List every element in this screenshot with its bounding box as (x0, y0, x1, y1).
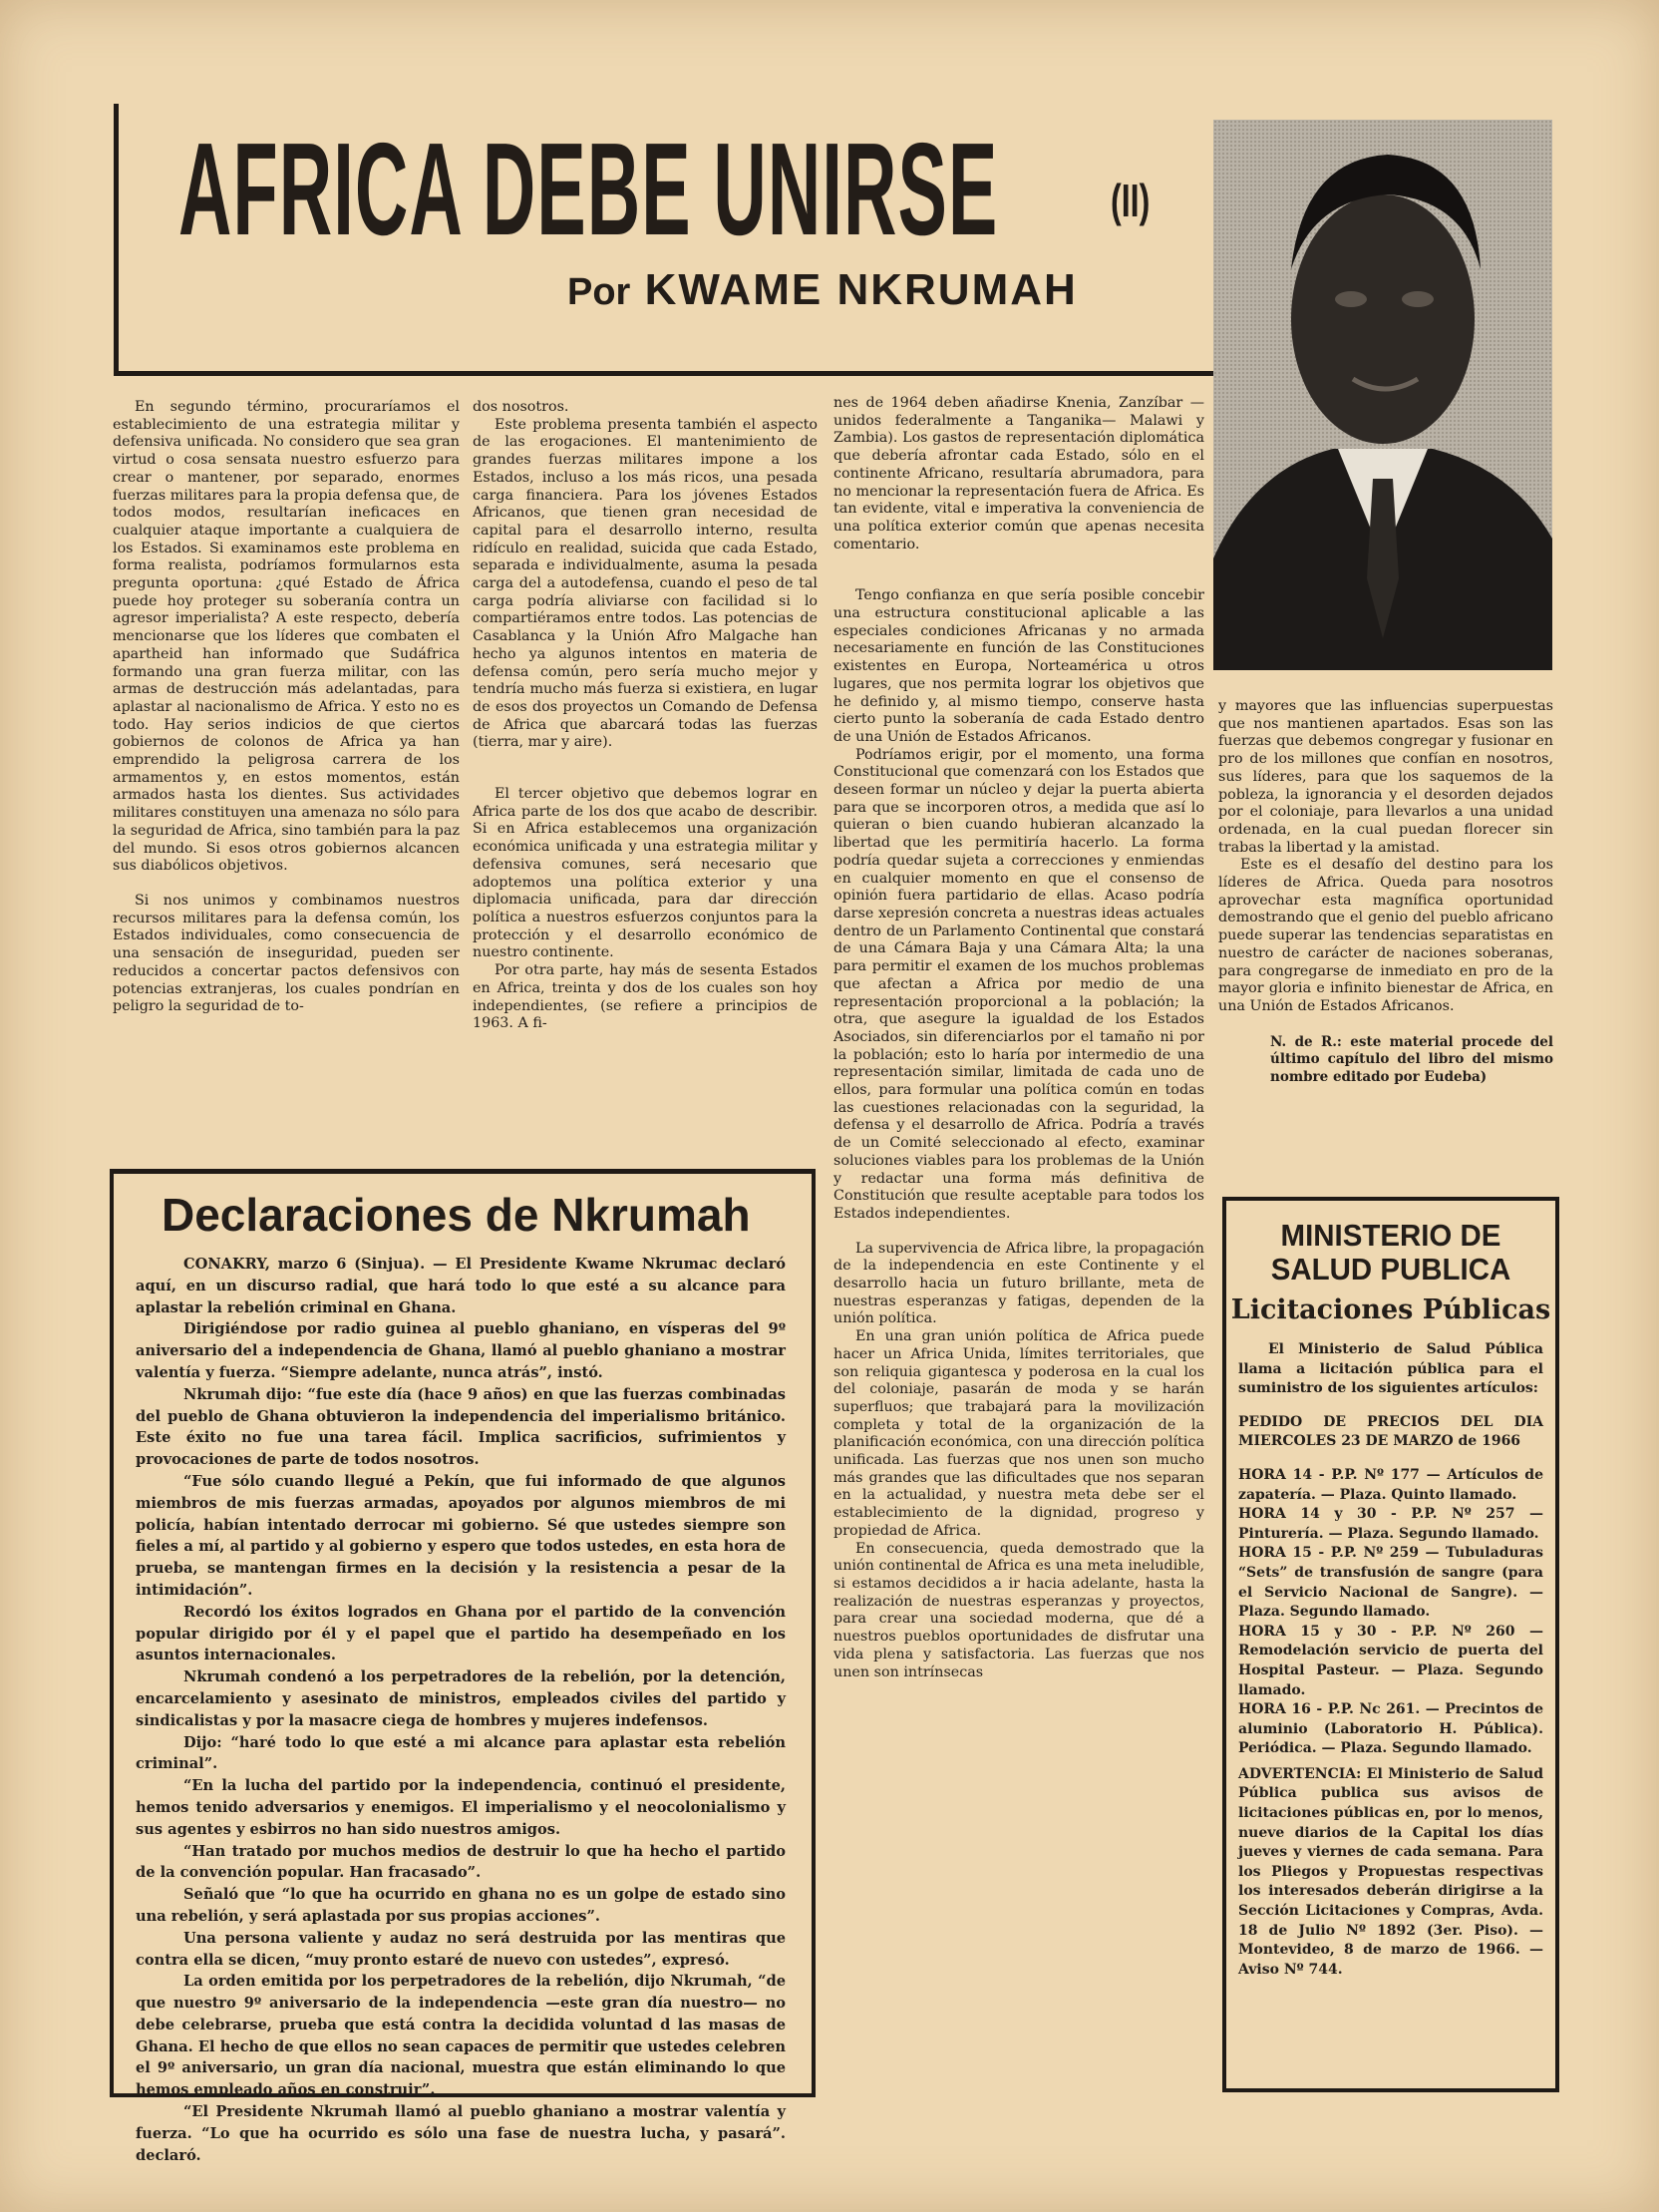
article-paragraph: Este es el desafío del destino para los líderes de Africa. Queda para nosotros aprovechar esta magnífica oportunidad demostrando que el genio del pueblo africano puede superar las tendencias separatistas en nuestro de carácter de naciones soberanas, para congregarse de inmediato en pro de la mayor gloria e infinito bienestar de Africa, en una Unión de Estados Africanos. (1218, 857, 1553, 1014)
ministerio-item: HORA 14 - P.P. Nº 177 — Artículos de zapatería. — Plaza. Quinto llamado. (1238, 1466, 1543, 1503)
headline-title: AFRICA DEBE UNIRSE (178, 116, 999, 262)
article-column-1 (113, 399, 460, 1162)
article-paragraph: y mayores que las influencias superpuestas que nos mantienen apartados. Esas son las fuerzas que debemos congregar y fusionar en pro de los millones que confían en nosotros, sus líderes, para que los saquemos de la pobleza, la ignorancia y el desorden dejados por el coloniaje, para llevarlos a una unidad ordenada, en la cual puedan florecer sin trabas la libertad y la amistad. (1218, 698, 1553, 856)
article-paragraph: En una gran unión política de Africa puede hacer un Africa Unida, límites territoriales, que son reliquia gigantesca y poderosa en la cual los del coloniaje, pasarán de moda y se harán superfluos; que trabajará para la movilización completa y total de la organización de la planificación económica, con una dirección política unificada. Las fuerzas que nos unen son mucho más grandes que las dificultades que nos separan en la actualidad, y nuestra meta debe ser el establecimiento de la dignidad, progreso y propiedad de Africa. (833, 1328, 1204, 1539)
ministerio-title (1234, 1219, 1547, 1287)
ministerio-title-line: MINISTERIO DE (1280, 1218, 1501, 1253)
ministerio-body (1238, 1340, 1543, 1980)
ministerio-item: HORA 14 y 30 - P.P. Nº 257 — Pinturería. — Plaza. Segundo llamado. (1238, 1506, 1543, 1542)
declaraciones-paragraph: Señaló que “lo que ha ocurrido en ghana no es un golpe de estado sino una rebelión, y será aplastada por sus propias acciones”. (136, 1886, 786, 1925)
headline-box (114, 104, 1215, 376)
ministerio-subtitle: Licitaciones Públicas (1230, 1294, 1551, 1325)
article-paragraph: dos nosotros. (473, 399, 569, 415)
article-paragraph: La supervivencia de Africa libre, la propagación de la independencia en este Continente y el desarrollo hacia un futuro brillante, meta de nuestras esperanzas y fatigas, dependen de la unión política. (833, 1240, 1204, 1327)
declaraciones-body (136, 1254, 786, 2166)
declaraciones-paragraph: Nkrumah condenó a los perpetradores de la rebelión, por la detención, encarcelamiento y asesinato de ministros, empleados civiles del partido y sindicalistas y por la masacre ciega de hombres y mujeres indefensos. (136, 1668, 786, 1729)
ministerio-pedido: PEDIDO DE PRECIOS DEL DIA MIERCOLES 23 DE MARZO de 1966 (1238, 1413, 1543, 1450)
article-paragraph: Podríamos erigir, por el momento, una forma Constitucional que comenzará con los Estados que deseen formar un núcleo y dejar la puerta abierta para que se incorporen otros, a medida que así lo quieran o bien cuando hubieran alcanzado la libertad que les permitiría hacerlo. La forma podría quedar sujeta a correcciones y enmiendas en cualquier momento en que el consenso de opinión fuera partidario de ellas. Acaso podría darse xepresión concreta a nuestras ideas actuales dentro de un Parlamento Continental que constará de una Cámara Baja y una Cámara Alta; la una para permitir el examen de los muchos problemas que afectan a Africa por medio de una representación proporcional a la población; la otra, que asegure la igualdad de los Estados Asociados, sin diferenciarlos por el tamaño ni por la población; esto lo haría por intermedio de una representación similar, limitada de cada uno de ellos, para formular una política común en todas las cuestiones relacionadas con la seguridad, la defensa y el desarrollo de Africa. Podría a través de un Comité seleccionado al efecto, examinar soluciones viables para los problemas de la Unión y redactar una forma más definitiva de Constitución que resulte aceptable para todos los Estados independientes. (833, 746, 1204, 1222)
declaraciones-paragraph: “Han tratado por muchos medios de destruir lo que ha hecho el partido de la convención popular. Han fracasado”. (136, 1842, 786, 1882)
article-column-4 (1218, 698, 1553, 1167)
ministerio-notice-box (1222, 1197, 1559, 2092)
declaraciones-paragraph: Una persona valiente y audaz no será destruida por las mentiras que contra ella se dicen, “muy pronto estaré de nuevo con ustedes”, expresó. (136, 1929, 786, 1969)
declaraciones-box (110, 1169, 816, 2164)
declaraciones-paragraph: La orden emitida por los perpetradores de la rebelión, dijo Nkrumah, “de que nuestro 9º aniversario de la independencia —este gran día nuestro— no debe celebrarse, prueba que está contra la decidida voluntad d las masas de Ghana. El hecho de que ellos no sean capaces de permitir que ustedes celebren el 9º aniversario, un gran día nacional, muestra que están eliminando lo que hemos empleado años en construir”. (136, 1973, 786, 2099)
declaraciones-paragraph: “El Presidente Nkrumah llamó al pueblo ghaniano a mostrar valentía y fuerza. “Lo que ha ocurrido es sólo una fase de nuestra lucha, y pasará”. declaró. (136, 2103, 786, 2164)
byline-prefix: Por (567, 271, 631, 313)
ministerio-item: HORA 15 y 30 - P.P. Nº 260 — Remodelación servicio de puerta del Hospital Pasteur. — Plaza. Segundo llamado. (1238, 1623, 1543, 1698)
article-paragraph: Si nos unimos y combinamos nuestros recursos militares para la defensa común, los Estados individuales, como consecuencia de una sensación de inseguridad, pueden ser reducidos a concertar pactos defensivos con potencias extranjeras, los cuales pondrían en peligro la seguridad de to- (113, 892, 460, 1015)
article-paragraph: nes de 1964 deben añadirse Knenia, Zanzíbar —unidos federalmente a Tanganika— Malawi y Zambia). Los gastos de representación diplomática que debería afrontar cada Estado, sólo en el continente Africano, resultaría abrumadora, para no mencionar la representación fuera de Africa. Es tan evidente, vital e imperativa la conveniencia de una política exterior común que apenas necesita comentario. (833, 395, 1204, 553)
declaraciones-paragraph: Dijo: “haré todo lo que esté a mi alcance para aplastar esta rebelión criminal”. (136, 1733, 786, 1773)
article-paragraph: Por otra parte, hay más de sesenta Estados en Africa, treinta y dos de los cuales son hoy independientes, (se refiere a principios de 1963. A fi- (473, 962, 818, 1032)
article-paragraph: Este problema presenta también el aspecto de las erogaciones. El mantenimiento de grandes fuerzas militares impone a los Estados, incluso a los más ricos, una pesada carga financiera. Para los jóvenes Estados Africanos, que tienen gran necesidad de capital para el desarrollo interno, resulta ridículo en realidad, suicida que cada Estado, separada e individualmente, asuma la pesada carga del a autodefensa, cuando el peso de tal carga podría aliviarse con facilidad si lo compartiéramos entre todos. Las potencias de Casablanca y la Unión Afro Malgache han hecho ya algunos intentos en materia de defensa común, pero sería mucho mejor y tendría mucho más fuerza si existiera, en lugar de esos dos proyectos un Comando de Defensa de Africa que abarcará todas las fuerzas (tierra, mar y aire). (473, 416, 818, 751)
article-paragraph: En consecuencia, queda demostrado que la unión continental de Africa es una meta ineludible, si estamos decididos a ir hacia adelante, hasta la realización de nuestras esperanzas y proyectos, para crear una sociedad moderna, que dé a nuestros pueblos oportunidades de disfrutar una vida plena y satisfactoria. Las fuerzas que nos unen son intrínsecas (833, 1540, 1204, 1680)
author-portrait-photo (1213, 120, 1552, 670)
declaraciones-paragraph: “Fue sólo cuando llegué a Pekín, que fui informado de que algunos miembros de mis fuerzas armadas, apoyados por algunos miembros de mi policía, habían intentado derrocar mi gobierno. Sé que ustedes siempre son fieles a mí, al partido y al gobierno y espero que todos ustedes, en esta hora de prueba, se mantengan firmes en la decisión y la resistencia a pesar de la intimidación”. (136, 1472, 786, 1599)
declaraciones-paragraph: CONAKRY, marzo 6 (Sinjua). — El Presidente Kwame Nkrumac declaró aquí, en un discurso radial, que hará todo lo que esté a su alcance para aplastar la rebelión criminal en Ghana. (136, 1256, 786, 1316)
article-column-3 (833, 395, 1204, 2090)
article-column-2 (473, 399, 818, 1162)
declaraciones-paragraph: Nkrumah dijo: “fue este día (hace 9 años) en que las fuerzas combinadas del pueblo de Ghana obtuvieron la independencia del imperialismo británico. Este éxito no fue una tarea fácil. Implica sacrificios, sufrimientos y provocaciones de parte de todos nosotros. (136, 1385, 786, 1469)
declaraciones-paragraph: “En la lucha del partido por la independencia, continuó el presidente, hemos tenido adversarios y enemigos. El imperialismo y el neocolonialismo y sus agentes y esbirros no han sido nuestros amigos. (136, 1777, 786, 1838)
ministerio-item: HORA 15 - P.P. Nº 259 — Tubuladuras “Sets” de transfusión de sangre (para el Servicio Nacional de Sangre). — Plaza. Segundo llamado. (1238, 1545, 1543, 1621)
ministerio-items (1238, 1466, 1543, 1759)
byline-author: KWAME NKRUMAH (644, 265, 1078, 314)
editor-note: N. de R.: este material procede del último capítulo del libro del mismo nombre editado por Eudeba) (1270, 1033, 1553, 1086)
headline-part: (II) (1111, 175, 1151, 226)
article-paragraph: El tercer objetivo que debemos lograr en Africa parte de los dos que acabo de describir. Si en Africa establecemos una organización económica unificada y una estrategia militar y defensiva comunes, será necesario que adoptemos una política exterior y una diplomacia unificada, para dar dirección política a nuestros esfuerzos conjuntos para la protección y el desarrollo económico de nuestro continente. (473, 786, 818, 961)
article-paragraph: Tengo confianza en que sería posible concebir una estructura constitucional aplicable a las especiales condiciones Africanas y no armada necesariamente en función de las Constituciones existentes en Europa, Norteamérica u otros lugares, que nos permita lograr los objetivos que he definido y, al mismo tiempo, conserve hasta cierto punto la soberanía de cada Estado dentro de una Unión de Estados Africanos. (833, 587, 1204, 745)
byline (567, 265, 1078, 315)
ministerio-title-line: SALUD PUBLICA (1270, 1252, 1511, 1287)
ministerio-advertencia: ADVERTENCIA: El Ministerio de Salud Pública publica sus avisos de licitaciones públicas en, por lo menos, nueve diarios de la Capital los días jueves y viernes de cada semana. Para los Pliegos y Propuestas respectivas los interesados deberán dirigirse a la Sección Licitaciones y Compras, Avda. 18 de Julio Nº 1892 (3er. Piso). — Montevideo, 8 de marzo de 1966. — Aviso Nº 744. (1238, 1765, 1543, 1978)
article-paragraph: En segundo término, procuraríamos el establecimiento de una estrategia militar y defensiva unificada. No considero que sea gran virtud o cosa sensata nuestro esfuerzo para crear o mantener, por separado, enormes fuerzas militares para la propia defensa que, de todos modos, resultarían ineficaces en cualquier ataque importante a cualquiera de los Estados. Si examinamos este problema en forma realista, podríamos formularnos esta pregunta oportuna: ¿qué Estado de África puede hoy proteger su soberanía contra un agresor imperialista? A este respecto, debería mencionarse que los líderes que combaten el apartheid han informado que Sudáfrica formando una gran fuerza militar, con las armas de destrucción más adelantadas, para aplastar al nacionalismo de Africa. Y esto no es todo. Hay serios indicios de que ciertos gobiernos de colonos de Africa ya han emprendido la peligrosa carrera de los armamentos y, en estos momentos, están armados hasta los dientes. Sus actividades militares constituyen una amenaza no sólo para la seguridad de Africa, sino también para la paz del mundo. Si esos otros gobiernos alcancen sus diabólicos objetivos. (113, 399, 460, 875)
declaraciones-paragraph: Recordó los éxitos logrados en Ghana por el partido de la convención popular dirigido por él y el papel que el partido ha desempeñado en los asuntos internacionales. (136, 1603, 786, 1664)
ministerio-intro: El Ministerio de Salud Pública llama a licitación pública para el suministro de los siguientes artículos: (1238, 1341, 1543, 1397)
portrait-image (1213, 120, 1552, 670)
ministerio-item: HORA 16 - P.P. Nc 261. — Precintos de aluminio (Laboratorio H. Pública). Periódica. — Plaza. Segundo llamado. (1238, 1701, 1543, 1757)
declaraciones-title: Declaraciones de Nkrumah (162, 1189, 751, 1241)
declaraciones-paragraph: Dirigiéndose por radio guinea al pueblo ghaniano, en vísperas del 9º aniversario del a independencia de Ghana, llamó al pueblo ghaniano a mostrar valentía y fuerza. “Siempre adelante, nunca atrás”, instó. (136, 1320, 786, 1381)
